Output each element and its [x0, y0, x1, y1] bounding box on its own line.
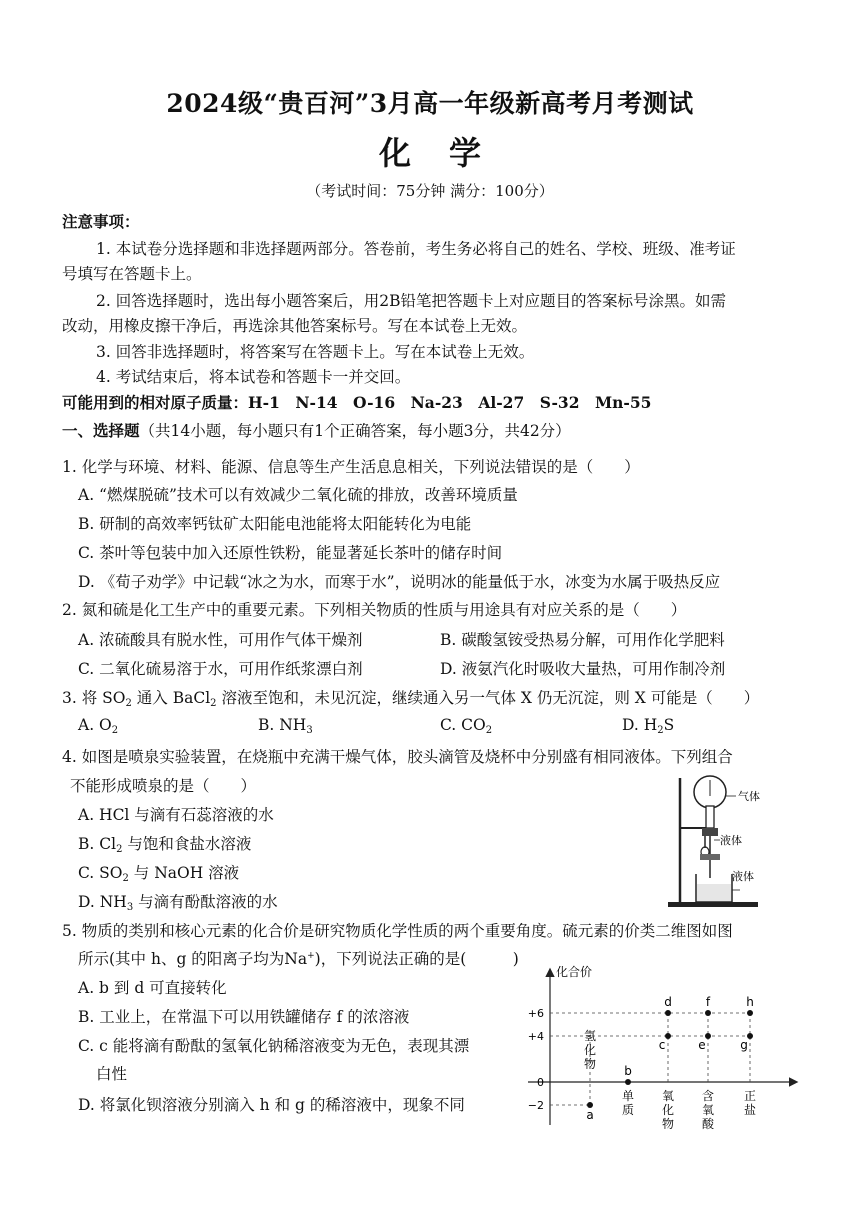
q3-stem-text: 通入 BaCl	[131, 689, 211, 707]
q2-option-c: C. 二氧化硫易溶于水，可用作纸浆漂白剂	[78, 660, 363, 678]
q2-option-b: B. 碳酸氢铵受热易分解，可用作化学肥料	[440, 631, 725, 649]
q3-sub: 2	[125, 698, 132, 709]
q3-option-c: C. $CO_2$	[440, 716, 493, 736]
atomic-masses: 可能用到的相对原子质量：H-1 N-14 O-16 Na-23 Al-27 S-32 Mn-55	[62, 393, 652, 412]
y-tick-label: 0	[537, 1076, 544, 1089]
point-label-b: b	[624, 1064, 632, 1078]
q3-stem-text: 3. 将 SO	[62, 689, 126, 707]
q2-stem: 2. 氮和硫是化工生产中的重要元素。下列相关物质的性质与用途具有对应关系的是（ ）	[62, 601, 687, 619]
q2-option-d: D. 液氨汽化时吸收大量热，可用作制冷剂	[440, 660, 726, 678]
note-1a: 1. 本试卷分选择题和非选择题两部分。答卷前，考生务必将自己的姓名、学校、班级、准考证	[96, 240, 736, 258]
q5-option-c-2: 白性	[96, 1065, 128, 1083]
q3-stem-text: 溶液至饱和，未见沉淀，继续通入另一气体 X 仍无沉淀，则 X 可能是（ ）	[216, 689, 760, 707]
point-e	[705, 1033, 711, 1039]
note-1b: 号填写在答题卡上。	[62, 265, 202, 283]
q5-stem-1: 5. 物质的类别和核心元素的化合价是研究物质化学性质的两个重要角度。硫元素的价类二维图如图	[62, 922, 733, 940]
figure-label-liquid-2: 液体	[732, 870, 754, 883]
y-tick-label: +6	[527, 1007, 544, 1020]
point-label-h: h	[746, 995, 754, 1009]
category-label: 氧化物	[661, 1089, 675, 1131]
y-tick-label: +4	[527, 1030, 544, 1043]
q4-option-d: D. $NH_3$ 与滴有酚酞溶液的水	[78, 893, 278, 913]
exam-info: （考试时间：75分钟 满分：100分）	[306, 182, 554, 200]
q5-option-d: D. 将氯化钡溶液分别滴入 h 和 g 的稀溶液中，现象不同	[78, 1096, 465, 1114]
point-g	[747, 1033, 753, 1039]
q1-option-c: C. 茶叶等包装中加入还原性铁粉，能显著延长茶叶的储存时间	[78, 544, 503, 562]
note-3: 3. 回答非选择题时，将答案写在答题卡上。写在本试卷上无效。	[96, 343, 535, 361]
q4-stem-1: 4. 如图是喷泉实验装置，在烧瓶中充满干燥气体，胶头滴管及烧杯中分别盛有相同液体。下列组合	[62, 748, 733, 766]
note-4: 4. 考试结束后，将本试卷和答题卡一并交回。	[96, 368, 411, 386]
q4-option-b: B. $Cl_2$ 与饱和食盐水溶液	[78, 835, 252, 855]
section-rule: （共14小题，每小题只有1个正确答案，每小题3分，共42分）	[139, 422, 571, 440]
point-label-c: c	[658, 1038, 666, 1052]
q5-stem-2: 所示(其中 h、g 的阳离子均为Na+)，下列说法正确的是( )	[78, 950, 519, 968]
q2-option-a: A. 浓硫酸具有脱水性，可用作气体干燥剂	[78, 631, 363, 649]
q3-sub: 2	[210, 698, 217, 709]
point-label-a: a	[586, 1108, 594, 1122]
note-2a: 2. 回答选择题时，选出每小题答案后，用2B铅笔把答题卡上对应题目的答案标号涂黑。如需	[96, 292, 726, 310]
subject-title: 化学	[378, 134, 519, 172]
category-label: 含氧酸	[701, 1089, 715, 1131]
sulfur-valence-class-chart	[518, 960, 808, 1140]
q3-stem	[62, 686, 759, 708]
y-axis-label: 化合价	[556, 965, 593, 979]
point-label-d: d	[664, 995, 672, 1009]
point-b	[625, 1079, 631, 1085]
q1-option-b: B. 研制的高效率钙钛矿太阳能电池能将太阳能转化为电能	[78, 515, 472, 533]
q4-option-c: C. $SO_2$ 与 NaOH 溶液	[78, 864, 240, 884]
q5-option-c-1: C. c 能将滴有酚酞的氢氧化钠稀溶液变为无色，表现其漂	[78, 1037, 470, 1055]
point-label-e: e	[698, 1038, 706, 1052]
point-h	[747, 1010, 753, 1016]
point-label-g: g	[740, 1038, 748, 1052]
q3-option-a: A. $O_2$	[78, 716, 119, 736]
q5-option-a: A. b 到 d 可直接转化	[78, 979, 227, 997]
q4-option-a: A. HCl 与滴有石蕊溶液的水	[78, 806, 274, 824]
point-c	[665, 1033, 671, 1039]
category-label: 正盐	[743, 1089, 757, 1117]
note-2b: 改动，用橡皮擦干净后，再选涂其他答案标号。写在本试卷上无效。	[62, 317, 528, 335]
point-d	[665, 1010, 671, 1016]
q3-option-d: D. $H_2S$	[622, 716, 675, 736]
figure-label-gas: 气体	[738, 790, 760, 803]
q3-option-b: B. $NH_3$	[258, 716, 313, 736]
point-f	[705, 1010, 711, 1016]
notes-heading: 注意事项：	[62, 212, 140, 231]
q1-option-a: A. “燃煤脱硫”技术可以有效减少二氧化硫的排放，改善环境质量	[78, 486, 518, 504]
q4-stem-2: 不能形成喷泉的是（ ）	[70, 777, 257, 795]
q5-option-b: B. 工业上，在常温下可以用铁罐储存 f 的浓溶液	[78, 1008, 410, 1026]
figure-label-liquid-1: 液体	[720, 834, 742, 847]
fountain-apparatus-figure	[660, 768, 790, 910]
category-label: 单质	[621, 1089, 635, 1117]
section-heading: 一、选择题	[62, 421, 140, 440]
q1-stem: 1. 化学与环境、材料、能源、信息等生产生活息息相关，下列说法错误的是（ ）	[62, 458, 640, 476]
q1-option-d: D. 《荀子劝学》中记载“冰之为水，而寒于水”，说明冰的能量低于水，冰变为水属于吸热反应	[78, 573, 721, 591]
exam-title: 2024级“贵百河”3月高一年级新高考月考测试	[166, 89, 694, 118]
y-tick-label: −2	[527, 1099, 544, 1112]
point-label-f: f	[705, 995, 711, 1009]
section-heading-line	[62, 419, 571, 441]
category-label: 氢化物	[583, 1029, 597, 1071]
